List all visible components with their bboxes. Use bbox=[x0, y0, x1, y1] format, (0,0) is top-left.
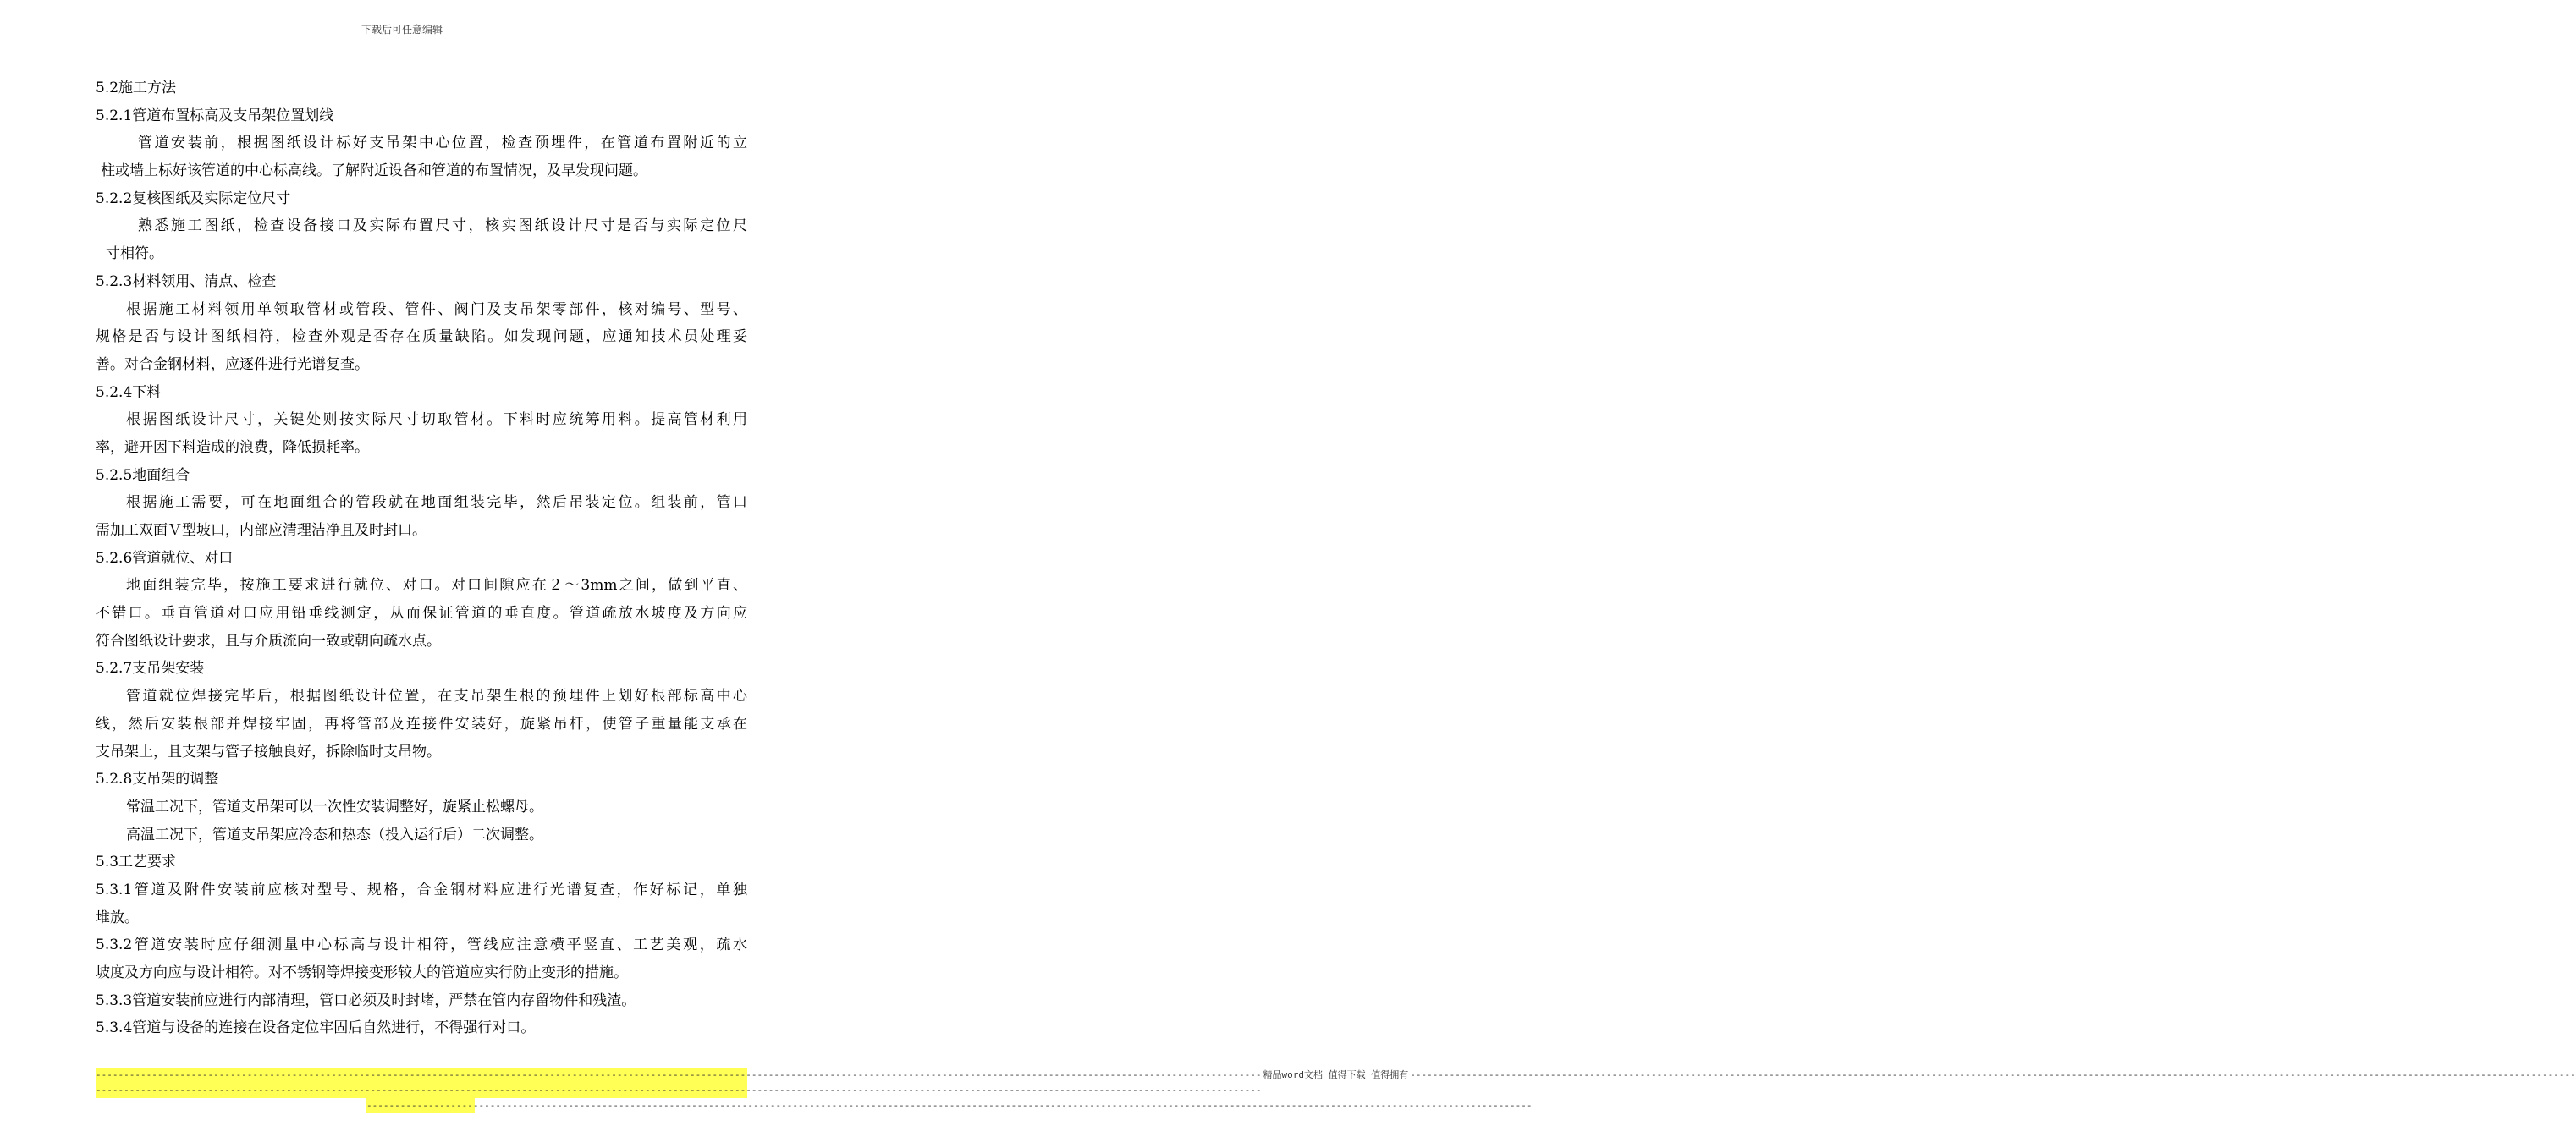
paragraph-line: 根据图纸设计尺寸，关键处则按实际尺寸切取管材。下料时应统筹用料。提高管材利用 bbox=[126, 411, 747, 429]
paragraph-line: 支吊架上，且支架与管子接触良好，拆除临时支吊物。 bbox=[96, 743, 441, 761]
paragraph-line: 符合图纸设计要求，且与介质流向一致或朝向疏水点。 bbox=[96, 632, 441, 650]
paragraph-line: 坡度及方向应与设计相符。对不锈钢等焊接变形较大的管道应实行防止变形的措施。 bbox=[96, 964, 628, 981]
paragraph-line: 5.3.4管道与设备的连接在设备定位牢固后自然进行，不得强行对口。 bbox=[96, 1019, 536, 1037]
paragraph-line: 熟悉施工图纸，检查设备接口及实际布置尺寸，核实图纸设计尺寸是否与实际定位尺 bbox=[138, 217, 747, 235]
paragraph-line: 5.3.3管道安装前应进行内部清理，管口必须及时封堵，严禁在管内存留物件和残渣。 bbox=[96, 991, 636, 1009]
paragraph-line: 根据施工需要，可在地面组合的管段就在地面组装完毕，然后吊装定位。组装前，管口 bbox=[126, 494, 747, 512]
paragraph-line: 根据施工材料领用单领取管材或管段、管件、阀门及支吊架零部件，核对编号、型号、 bbox=[126, 300, 747, 318]
footer-text: 精品word文档 值得下载 值得拥有 bbox=[1263, 1069, 1409, 1080]
paragraph-line: 线，然后安装根部并焊接牢固，再将管部及连接件安装好，旋紧吊杆，使管子重量能支承在 bbox=[96, 715, 747, 733]
subsection-heading: 5.2.2复核图纸及实际定位尺寸 bbox=[96, 190, 291, 207]
paragraph-line: 管道安装前，根据图纸设计标好支吊架中心位置，检查预埋件，在管道布置附近的立 bbox=[138, 135, 747, 152]
paragraph-line: 地面组装完毕，按施工要求进行就位、对口。对口间隙应在２～3mm之间，做到平直、 bbox=[126, 577, 747, 595]
paragraph-line: 规格是否与设计图纸相符，检查外观是否存在质量缺陷。如发现问题，应通知技术员处理妥 bbox=[96, 328, 747, 346]
document-body bbox=[96, 74, 747, 1042]
footer-dashes-left: ---------------------------------------------------------------------------------------------------------------------------------------------------------------------------------------------------------------- bbox=[96, 1069, 1262, 1080]
page-footer bbox=[96, 1068, 2576, 1113]
paragraph-line: 善。对合金钢材料，应逐件进行光谱复查。 bbox=[96, 355, 369, 373]
subsection-heading: 5.2.6管道就位、对口 bbox=[96, 549, 234, 567]
paragraph-line: 堆放。 bbox=[96, 909, 139, 926]
paragraph-line: 柱或墙上标好该管道的中心标高线。了解附近设备和管道的布置情况，及早发现问题。 bbox=[101, 162, 647, 180]
paragraph-line: 需加工双面Ｖ型坡口，内部应清理洁净且及时封口。 bbox=[96, 522, 427, 539]
subsection-heading: 5.2.5地面组合 bbox=[96, 466, 190, 484]
subsection-heading: 5.2.8支吊架的调整 bbox=[96, 771, 219, 788]
subsection-heading: 5.2.3材料领用、清点、检查 bbox=[96, 272, 277, 290]
paragraph-line: 高温工况下，管道支吊架应冷态和热态（投入运行后）二次调整。 bbox=[126, 826, 543, 843]
paragraph-line: 率，避开因下料造成的浪费，降低损耗率。 bbox=[96, 438, 369, 456]
paragraph-line: 管道就位焊接完毕后，根据图纸设计位置，在支吊架生根的预埋件上划好根部标高中心 bbox=[126, 688, 747, 706]
section-heading: 5.3工艺要求 bbox=[96, 854, 177, 871]
paragraph-line: 5.3.2管道安装时应仔细测量中心标高与设计相符，管线应注意横平竖直、工艺美观，疏水 bbox=[96, 937, 747, 954]
paragraph-line: 不错口。垂直管道对口应用铅垂线测定，从而保证管道的垂直度。管道疏放水坡度及方向应 bbox=[96, 605, 747, 623]
subsection-heading: 5.2.1管道布置标高及支吊架位置划线 bbox=[96, 107, 334, 124]
section-heading: 5.2施工方法 bbox=[96, 80, 177, 96]
footer-dashes-right: ---------------------------------------------------------------------------------------------------------------------------------------------------------------------------------------------------------------- bbox=[1410, 1069, 2576, 1080]
footer-dash-line: ---------------------------------------------------------------------------------------------------------------------------------------------------------------------------------------------------------------- bbox=[96, 1083, 747, 1098]
page-header: 下载后可任意编辑 bbox=[361, 24, 443, 36]
footer-banner bbox=[96, 1068, 2576, 1083]
subsection-heading: 5.2.4下料 bbox=[96, 383, 162, 401]
paragraph-line: 5.3.1管道及附件安装前应核对型号、规格，合金钢材料应进行光谱复查，作好标记，单独 bbox=[96, 881, 747, 898]
footer-dash-tail: ---------------------------------------------------------------------------------------------------------------------------------------------------------------------------------------------------------------- bbox=[366, 1098, 475, 1113]
paragraph-line: 寸相符。 bbox=[106, 245, 163, 263]
paragraph-line: 常温工况下，管道支吊架可以一次性安装调整好，旋紧止松螺母。 bbox=[126, 798, 543, 816]
subsection-heading: 5.2.7支吊架安装 bbox=[96, 660, 205, 678]
